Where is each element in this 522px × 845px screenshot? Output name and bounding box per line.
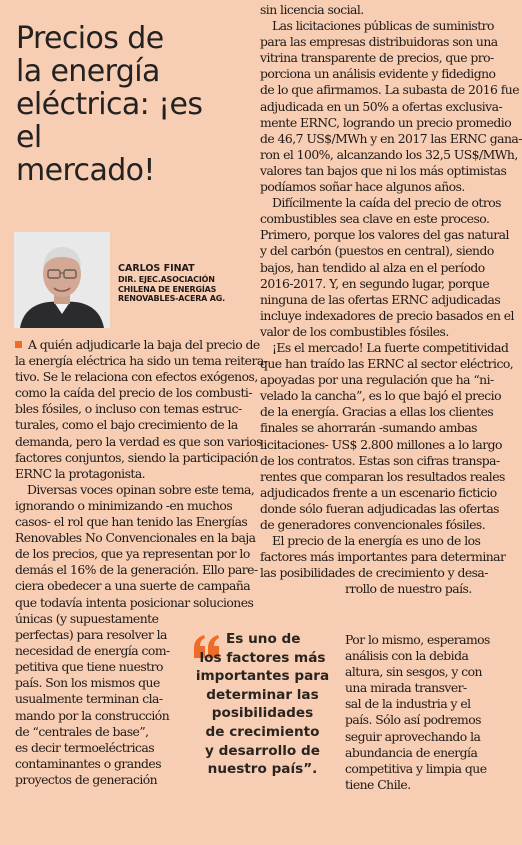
text-line: seguir aprovechando la xyxy=(345,728,481,744)
text-line: altura, sin sesgos, y con xyxy=(345,664,482,680)
text-line: ron el 100%, alcanzando los 32,5 US$/MWh, xyxy=(260,146,518,162)
text-line: Diversas voces opinan sobre este tema, xyxy=(27,481,255,497)
author-role-line: DIR. EJEC.ASOCIACIÓN xyxy=(118,275,215,284)
text-line: sal de la industria y el xyxy=(345,696,471,712)
pull-quote-line: Es uno de xyxy=(226,631,301,647)
text-line: abundancia de energía xyxy=(345,744,478,760)
text-line: de 46,7 US$/MWh y en 2017 las ERNC gana- xyxy=(260,130,522,146)
text-line: tivo. Se le relaciona con efectos exógenos, xyxy=(15,369,258,385)
text-line: demanda, pero la verdad es que son varios xyxy=(15,433,262,449)
text-line: mente ERNC, logrando un precio promedio xyxy=(260,114,512,130)
text-line: valor de los combustibles fósiles. xyxy=(260,323,449,339)
text-line-content: A quién adjudicarle la baja del precio de xyxy=(28,337,260,352)
text-line: de la energía. Gracias a ellas los clientes xyxy=(260,404,494,420)
text-line: ignorando o minimizando -en muchos xyxy=(15,497,233,513)
text-line: de “centrales de base”, xyxy=(15,723,149,739)
text-line: de lo que afirmamos. La subasta de 2016 fue xyxy=(260,82,519,98)
text-line: una mirada transver- xyxy=(345,680,467,696)
title-line: eléctrica: ¡es el xyxy=(16,87,203,155)
text-line: valores tan bajos que ni los más optimistas xyxy=(260,162,507,178)
text-line: mando por la construcción xyxy=(15,707,170,723)
text-line: rrollo de nuestro país. xyxy=(345,581,472,597)
author-portrait-image xyxy=(14,232,110,328)
text-line: que todavía intenta posicionar soluciones xyxy=(15,594,254,610)
article-title xyxy=(16,22,236,187)
text-line: para las empresas distribuidoras son una xyxy=(260,34,498,50)
column-right xyxy=(260,2,522,597)
text-line: y del carbón (puestos en central), siendo xyxy=(260,243,494,259)
text-line: velado la cancha”, es lo que bajó el precio xyxy=(260,388,501,404)
pull-quote-line: y desarrollo de xyxy=(205,742,320,759)
text-line: incluye indexadores de precio basados en el xyxy=(260,307,514,323)
text-line: bajos, han tendido al alza en el período xyxy=(260,259,485,275)
text-line: ninguna de las ofertas ERNC adjudicadas xyxy=(260,291,501,307)
text-line: proyectos de generación xyxy=(15,771,158,787)
text-line: perfectas) para resolver la xyxy=(15,627,167,643)
text-line: contaminantes o grandes xyxy=(15,755,162,771)
column-right-narrow xyxy=(345,632,490,793)
title-line: Precios de xyxy=(16,21,164,56)
text-line: turales, como el bajo crecimiento de la xyxy=(15,417,238,433)
text-line: El precio de la energía es uno de los xyxy=(272,533,481,549)
text-line: de generadores convencionales fósiles. xyxy=(260,517,486,532)
author-block xyxy=(118,263,243,304)
author-name: CARLOS FINAT xyxy=(118,263,195,274)
pull-quote xyxy=(190,630,335,779)
text-line: vitrina transparente de precios, que pro- xyxy=(260,50,494,66)
text-line: tiene Chile. xyxy=(345,776,411,792)
text-line: petitiva que tiene nuestro xyxy=(15,659,163,675)
pull-quote-line: determinar las xyxy=(206,686,319,703)
title-line: la energía xyxy=(16,54,160,89)
pull-quote-line: los factores más xyxy=(199,649,326,666)
text-line: 2016-2017. Y, en segundo lugar, porque xyxy=(260,275,490,291)
text-line: como la caída del precio de los combusti- xyxy=(15,385,252,401)
text-line: factores más importantes para determinar xyxy=(260,549,506,565)
text-line: ERNC la protagonista. xyxy=(15,465,146,481)
text-line: Por lo mismo, esperamos xyxy=(345,632,490,647)
text-line: país. Sólo así podremos xyxy=(345,712,481,728)
text-line: necesidad de energía com- xyxy=(15,643,170,659)
text-line: rentes que comparan los resultados reales xyxy=(260,468,505,484)
text-line: donde sólo fueran adjudicadas las ofertas xyxy=(260,500,499,516)
text-line: es decir termoeléctricas xyxy=(15,739,155,755)
text-line: Primero, porque los valores del gas natural xyxy=(260,227,509,243)
column-left xyxy=(15,337,268,611)
text-line: las posibilidades de crecimiento y desa- xyxy=(260,565,488,581)
text-line: adjudicada en un 50% a ofertas exclusiva- xyxy=(260,98,503,114)
text-line: usualmente terminan cla- xyxy=(15,691,163,707)
pull-quote-line: posibilidades xyxy=(211,705,314,722)
text-line: de los precios, que ya representan por lo xyxy=(15,546,250,562)
text-line: análisis con la debida xyxy=(345,648,469,664)
text-line: finales se ahorrarán -sumando ambas xyxy=(260,420,477,436)
text-line: Renovables No Convencionales en la baja xyxy=(15,530,256,546)
pull-quote-line: nuestro país”. xyxy=(207,761,318,778)
column-left-narrow xyxy=(15,611,180,788)
author-photo xyxy=(14,232,110,328)
text-line: de los contratos. Estas son cifras transpa- xyxy=(260,452,500,468)
text-line: únicas (y supuestamente xyxy=(15,611,159,626)
text-line: ¡Es el mercado! La fuerte competitividad xyxy=(272,339,509,355)
title-line: mercado! xyxy=(16,153,155,188)
text-line: adjudicados frente a un escenario ficticio xyxy=(260,484,497,500)
text-line: licitaciones- US$ 2.800 millones a lo largo xyxy=(260,436,502,452)
text-line: sin licencia social. xyxy=(260,2,364,17)
text-line: que han traído las ERNC al sector eléctrico, xyxy=(260,356,514,372)
text-line: Las licitaciones públicas de suministro xyxy=(272,18,494,34)
author-role-line: RENOVABLES-ACERA AG. xyxy=(118,294,225,303)
author-role-line: CHILENA DE ENERGÍAS xyxy=(118,284,217,294)
text-line: bles fósiles, o incluso con temas estruc- xyxy=(15,401,242,417)
text-line xyxy=(15,337,260,353)
text-line: podíamos soñar hace algunos años. xyxy=(260,179,465,195)
text-line: casos- el rol que han tenido las Energías xyxy=(15,514,248,530)
text-line: ciera obedecer a una suerte de campaña xyxy=(15,578,251,594)
pull-quote-line: de crecimiento xyxy=(205,723,320,740)
text-line: combustibles sea clave en este proceso. xyxy=(260,211,490,227)
text-line: apoyadas por una regulación que ha “ni- xyxy=(260,372,494,388)
text-line: factores conjuntos, siendo la participación xyxy=(15,449,259,465)
text-line: Difícilmente la caída del precio de otros xyxy=(272,195,501,211)
text-line: porciona un análisis evidente y fidedigno xyxy=(260,66,496,82)
text-line: país. Son los mismos que xyxy=(15,675,160,691)
text-line: competitiva y limpia que xyxy=(345,760,487,776)
text-line: la energía eléctrica ha sido un tema reitera- xyxy=(15,353,268,369)
pull-quote-line: importantes para xyxy=(195,668,330,685)
bullet-square-icon xyxy=(15,341,22,348)
text-line: demás el 16% de la generación. Ello pare- xyxy=(15,562,258,578)
